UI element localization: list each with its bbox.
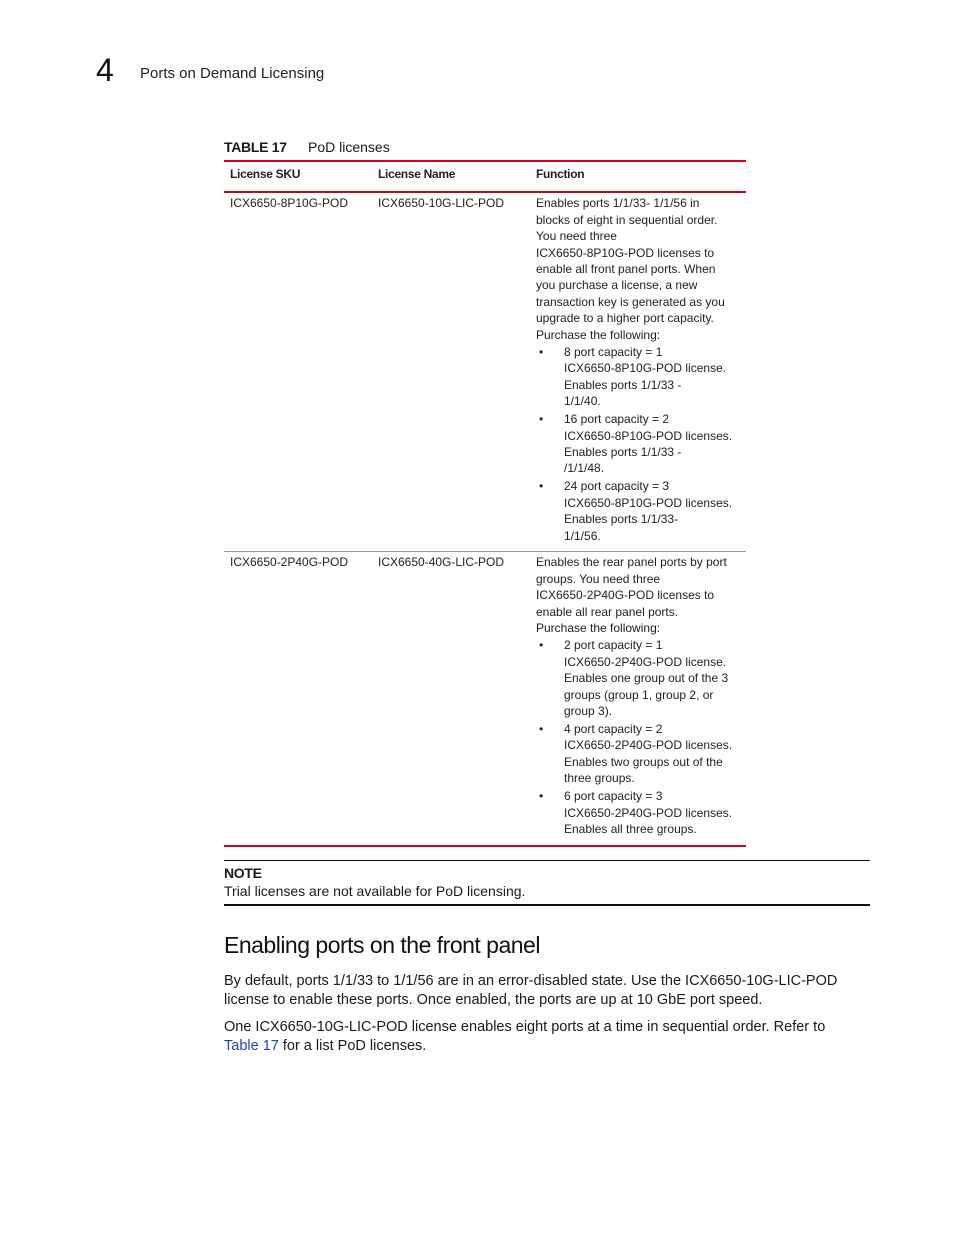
paragraph-license-usage (224, 1018, 870, 1056)
pod-licenses-table (224, 160, 746, 847)
section-heading: Enabling ports on the front panel (224, 932, 540, 958)
function-line: enable all front panel ports. When (536, 262, 716, 277)
chapter-number: 4 (96, 52, 114, 88)
function-line: ICX6650-8P10G-POD licenses to (536, 245, 715, 260)
function-line: upgrade to a higher port capacity. (536, 311, 714, 326)
list-item-line: ICX6650-2P40G-POD license. (564, 654, 727, 669)
list-item-line: 6 port capacity = 3 (564, 789, 663, 804)
table-body (224, 192, 746, 845)
function-intro (536, 554, 740, 636)
paragraph-line: license to enable these ports. Once enabled, the ports are up at 10 GbE port speed. (224, 992, 763, 1008)
purchase-options-list (536, 344, 740, 544)
list-item-line: 8 port capacity = 1 (564, 345, 663, 360)
function-line: Purchase the following: (536, 621, 661, 636)
column-header-function: Function (530, 161, 746, 192)
list-item-line: 2 port capacity = 1 (564, 638, 663, 653)
list-item-line: 4 port capacity = 2 (564, 722, 663, 736)
list-item-line: group 3). (564, 704, 613, 719)
bullet-icon: • (539, 789, 544, 804)
list-item-line: Enables ports 1/1/33 - (564, 445, 682, 459)
function-line: enable all rear panel ports. (536, 604, 679, 619)
note-label: NOTE (224, 865, 262, 881)
list-item-line: 16 port capacity = 2 (564, 412, 670, 427)
cell-license-name: ICX6650-10G-LIC-POD (378, 196, 505, 211)
bullet-icon: • (539, 412, 544, 427)
list-item-line: 1/1/40. (564, 394, 601, 409)
function-line: blocks of eight in sequential order. (536, 212, 718, 227)
list-item (536, 344, 740, 410)
cell-license-sku: ICX6650-2P40G-POD (224, 552, 372, 846)
column-header-license-name: License Name (372, 161, 530, 192)
list-item-line: Enables ports 1/1/33 - (564, 377, 682, 392)
list-item (536, 788, 740, 837)
list-item-line: 1/1/56. (564, 528, 601, 543)
function-line: You need three (536, 229, 617, 244)
list-item-line: ICX6650-8P10G-POD licenses. (564, 495, 733, 510)
function-intro (536, 195, 740, 343)
table-row (224, 552, 746, 846)
list-item-line: Enables two groups out of the (564, 754, 723, 769)
bullet-icon: • (539, 638, 544, 653)
bullet-icon: • (539, 345, 544, 360)
function-line: transaction key is generated as you (536, 294, 725, 309)
function-line: groups. You need three (536, 571, 661, 586)
chapter-title: Ports on Demand Licensing (140, 65, 325, 82)
paragraph-line: for a list PoD licenses. (278, 1038, 427, 1054)
list-item (536, 411, 740, 477)
list-item-line: ICX6650-2P40G-POD licenses. (564, 805, 733, 820)
table-header-row (224, 161, 746, 192)
table-row (224, 192, 746, 552)
note-box (224, 860, 870, 906)
bullet-icon: • (539, 722, 544, 736)
function-line: Purchase the following: (536, 327, 661, 342)
list-item-line: three groups. (564, 771, 635, 786)
list-item-line: 24 port capacity = 3 (564, 479, 670, 494)
column-header-license-sku: License SKU (224, 161, 372, 192)
note-text: Trial licenses are not available for PoD licensing. (224, 883, 526, 899)
cell-license-sku: ICX6650-8P10G-POD (230, 196, 349, 211)
cell-function (530, 552, 746, 846)
function-line: ICX6650-2P40G-POD licenses to (536, 588, 715, 603)
list-item-line: Enables all three groups. (564, 821, 697, 836)
cell-license-name: ICX6650-40G-LIC-POD (372, 552, 530, 846)
paragraph-line: One ICX6650-10G-LIC-POD license enables eight ports at a time in sequential order. Refer to (224, 1019, 826, 1035)
list-item-line: Enables one group out of the 3 (564, 671, 729, 686)
paragraph-line: By default, ports 1/1/33 to 1/1/56 are in an error-disabled state. Use the ICX6650-10G-LIC-POD (224, 973, 838, 989)
list-item-line: groups (group 1, group 2, or (564, 687, 714, 702)
function-line: Enables ports 1/1/33- 1/1/56 in (536, 196, 700, 211)
cell-function (530, 192, 746, 552)
function-line: Enables the rear panel ports by port (536, 555, 727, 570)
list-item (536, 637, 740, 719)
table-caption-label: TABLE 17 (224, 139, 287, 155)
list-item-line: /1/1/48. (564, 461, 605, 476)
list-item-line: ICX6650-8P10G-POD licenses. (564, 428, 733, 443)
list-item (536, 721, 740, 787)
table-17-link[interactable]: Table 17 (224, 1038, 279, 1054)
list-item-line: Enables ports 1/1/33- (564, 512, 679, 527)
table-caption (224, 138, 390, 156)
list-item-line: ICX6650-8P10G-POD license. (564, 361, 727, 376)
list-item (536, 478, 740, 544)
list-item-line: ICX6650-2P40G-POD licenses. (564, 738, 733, 753)
table-caption-title: PoD licenses (308, 139, 390, 155)
purchase-options-list (536, 637, 740, 837)
function-line: you purchase a license, a new (536, 278, 698, 293)
paragraph-default-state (224, 972, 870, 1010)
bullet-icon: • (539, 479, 544, 494)
